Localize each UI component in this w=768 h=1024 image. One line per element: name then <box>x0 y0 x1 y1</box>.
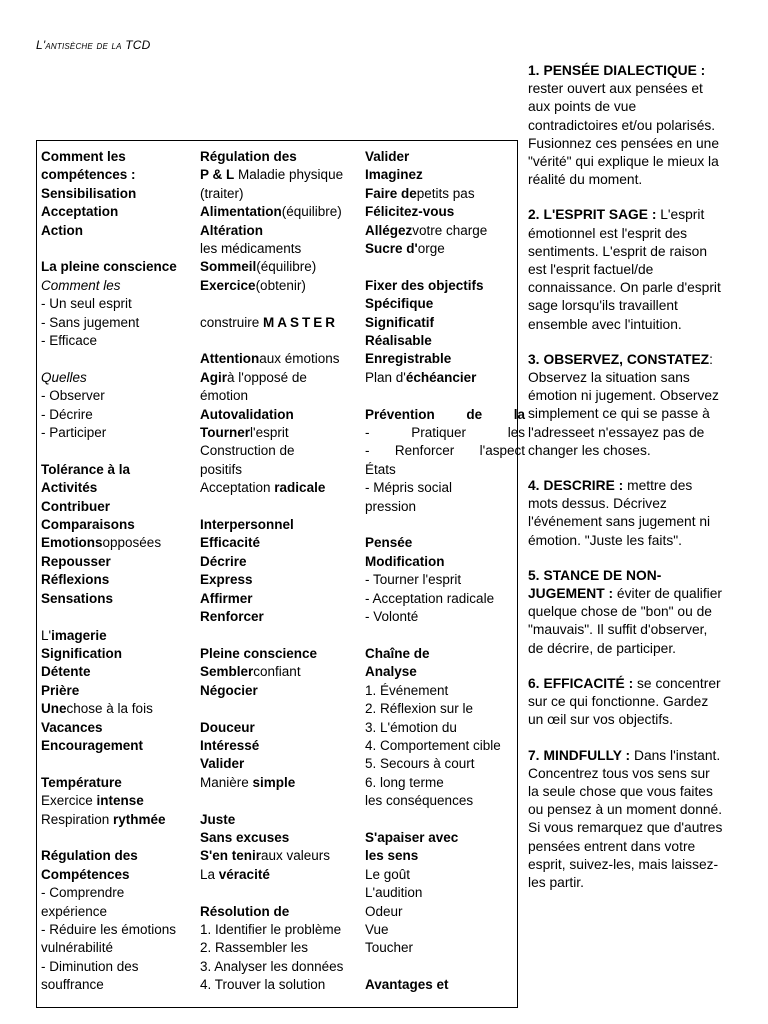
text-line: P & L Maladie physique <box>200 167 344 183</box>
text-line: Sans excuses <box>200 829 290 845</box>
text-line: Interpersonnel <box>200 517 294 533</box>
skills-table <box>36 140 525 1008</box>
text-line: expérience <box>41 903 108 919</box>
text-line: 5. Secours à court <box>365 756 475 772</box>
text-line: Agirà l'opposé de <box>200 369 307 385</box>
text-line: 1. Événement <box>365 682 449 698</box>
definition-item: 7. MINDFULLY : Dans l'instant. Concentrez tous vos sens sur la seule chose que vous faites ou pensez à un moment donné. Si vous remarquez que d'autres pensées entrent dans votre esprit, suivez-les, mais laissez-les partir. <box>528 747 723 890</box>
text-line: - Mépris social <box>365 480 453 496</box>
text-line: pression <box>365 498 417 514</box>
text-line: Toucher <box>365 940 414 956</box>
text-line: La pleine conscience <box>41 259 177 275</box>
text-line: Douceur <box>200 719 255 735</box>
definition-item: 5. STANCE DE NON-JUGEMENT : éviter de qualifier quelque chose de "bon" ou de "mauvais". Il suffit d'observer, de décrire, de participer. <box>528 567 722 656</box>
text-line: - Observer <box>41 388 105 404</box>
definition-item: 3. OBSERVEZ, CONSTATEZ: Observez la situation sans émotion ni jugement. Observez simplement ce qui se passe à l'adresseet n'essayez pas de changer les choses. <box>528 351 719 458</box>
text-line: Sommeil(équilibre) <box>200 259 317 275</box>
text-line: émotion <box>200 388 249 404</box>
text-line: Vue <box>365 921 389 937</box>
definition-item: 4. DESCRIRE : mettre des mots dessus. Décrivez l'événement sans jugement ni émotion. "Juste les faits". <box>528 478 711 548</box>
text-line: Modification <box>365 553 445 569</box>
text-line: Express <box>200 572 253 588</box>
text-line: S'apaiser avec <box>365 829 459 845</box>
text-line: Résolution de <box>200 903 290 919</box>
text-line: Compétences <box>41 866 130 882</box>
text-line: Régulation des <box>200 149 297 164</box>
text-line: Exercice(obtenir) <box>200 277 306 293</box>
column-middle <box>200 148 365 995</box>
text-line: Félicitez-vous <box>365 204 455 220</box>
text-line: Sensibilisation <box>41 185 137 201</box>
text-line: 3. L'émotion du <box>365 719 457 735</box>
text-line: - Renforcer l'aspect <box>365 443 525 459</box>
text-line: Quelles <box>41 369 87 385</box>
text-line: Valider <box>200 756 245 772</box>
text-line: Prière <box>41 682 80 698</box>
text-line: Plan d'échéancier <box>365 369 477 385</box>
text-line: - Diminution des <box>41 958 139 974</box>
text-line: 2. Rassembler les <box>200 940 309 956</box>
text-line: construire MASTER <box>200 314 339 330</box>
text-line: Fixer des objectifs <box>365 277 484 293</box>
text-line: Vacances <box>41 719 103 735</box>
text-line: 2. Réflexion sur le <box>365 701 474 717</box>
text-line: Détente <box>41 664 91 680</box>
text-line: compétences : <box>41 167 136 183</box>
text-line: Renforcer <box>200 609 264 625</box>
text-line: Repousser <box>41 553 111 569</box>
text-line: - Acceptation radicale <box>365 590 495 606</box>
text-line: Comment les <box>41 277 121 293</box>
text-line: 4. Trouver la solution <box>200 977 326 993</box>
text-line: Signification <box>41 645 122 661</box>
text-line: - Décrire <box>41 406 93 422</box>
text-line: - Réduire les émotions <box>41 921 177 937</box>
text-line: Pleine conscience <box>200 645 318 661</box>
text-line: Manière simple <box>200 774 296 790</box>
text-line: Régulation des <box>41 848 138 864</box>
text-line: 6. long terme <box>365 774 444 790</box>
text-line: Autovalidation <box>200 406 294 422</box>
text-line: Construction de <box>200 443 295 459</box>
text-line: Affirmer <box>200 590 253 606</box>
text-line: les conséquences <box>365 793 474 809</box>
text-line: L'imagerie <box>41 627 107 643</box>
text-line: Comparaisons <box>41 517 135 533</box>
text-line: Emotionsopposées <box>41 535 162 551</box>
text-line: Prévention de la <box>365 406 525 422</box>
text-line: Alimentation(équilibre) <box>200 204 342 220</box>
text-line: États <box>365 461 396 477</box>
definitions-panel <box>528 62 724 909</box>
text-line: 4. Comportement cible <box>365 737 501 753</box>
text-line: Intéressé <box>200 737 260 753</box>
text-line: Juste <box>200 811 236 827</box>
column-right <box>365 148 525 995</box>
text-line: Acceptation radicale <box>200 480 326 496</box>
page-header: L'antisèche de la TCD <box>36 38 151 52</box>
text-line: Contribuer <box>41 498 110 514</box>
text-line: les sens <box>365 848 419 864</box>
text-line: Respiration rythmée <box>41 811 166 827</box>
text-line: Semblerconfiant <box>200 664 301 680</box>
column-left <box>41 148 203 995</box>
text-line: Sensations <box>41 590 114 606</box>
text-line: Tournerl'esprit <box>200 425 289 441</box>
text-line: 3. Analyser les données <box>200 958 344 974</box>
text-line: 1. Identifier le problème <box>200 921 342 937</box>
text-line: Réalisable <box>365 333 432 349</box>
text-line: Action <box>41 222 83 238</box>
text-line: Spécifique <box>365 296 434 312</box>
text-line: Analyse <box>365 664 417 680</box>
text-line: Comment les <box>41 149 126 164</box>
text-line: les médicaments <box>200 241 302 257</box>
text-line: Odeur <box>365 903 403 919</box>
text-line: Imaginez <box>365 167 423 183</box>
text-line: Pensée <box>365 535 413 551</box>
definition-item: 6. EFFICACITÉ : se concentrer sur ce qui fonctionne. Gardez un œil sur vos objectifs. <box>528 675 721 728</box>
text-line: Encouragement <box>41 737 144 753</box>
text-line: Allégezvotre charge <box>365 222 488 238</box>
text-line: Significatif <box>365 314 435 330</box>
text-line: Température <box>41 774 122 790</box>
text-line: Unechose à la fois <box>41 701 153 717</box>
text-line: - Volonté <box>365 609 419 625</box>
text-line: - Comprendre <box>41 885 125 901</box>
text-line: Négocier <box>200 682 258 698</box>
text-line: (traiter) <box>200 185 244 201</box>
text-line: positifs <box>200 461 243 477</box>
text-line: - Un seul esprit <box>41 296 132 312</box>
text-line: La véracité <box>200 866 270 882</box>
text-line: - Sans jugement <box>41 314 140 330</box>
text-line: S'en teniraux valeurs <box>200 848 331 864</box>
definition-item: 1. PENSÉE DIALECTIQUE : rester ouvert aux pensées et aux points de vue contradictoires et/ou polarisés. Fusionnez ces pensées en une "vérité" qui explique le mieux la réalité du moment. <box>528 63 719 188</box>
text-line: - Tourner l'esprit <box>365 572 462 588</box>
text-line: - Participer <box>41 425 107 441</box>
text-line: Sucre d'orge <box>365 241 445 257</box>
text-line: Altération <box>200 222 264 238</box>
text-line: Chaîne de <box>365 645 430 661</box>
text-line: Acceptation <box>41 204 119 220</box>
text-line: Le goût <box>365 866 411 882</box>
text-line: Avantages et <box>365 977 449 993</box>
definition-item: 2. L'ESPRIT SAGE : L'esprit émotionnel est l'esprit des sentiments. L'esprit de raison est l'esprit factuel/de connaissance. On parle d'esprit sage lorsqu'ils travaillent ensemble avec l'intuition. <box>528 207 721 332</box>
text-line: L'audition <box>365 885 423 901</box>
text-line: - Pratiquer les <box>365 425 525 441</box>
text-line: Activités <box>41 480 98 496</box>
text-line: Réflexions <box>41 572 110 588</box>
text-line: Efficacité <box>200 535 261 551</box>
text-line: Tolérance à la <box>41 461 131 477</box>
text-line: Attentionaux émotions <box>200 351 340 367</box>
text-line: Enregistrable <box>365 351 452 367</box>
text-line: - Efficace <box>41 333 98 349</box>
text-line: Faire depetits pas <box>365 185 475 201</box>
text-line: Exercice intense <box>41 793 144 809</box>
text-line: souffrance <box>41 977 104 993</box>
text-line: vulnérabilité <box>41 940 114 956</box>
text-line: Valider <box>365 149 410 164</box>
text-line: Décrire <box>200 553 247 569</box>
